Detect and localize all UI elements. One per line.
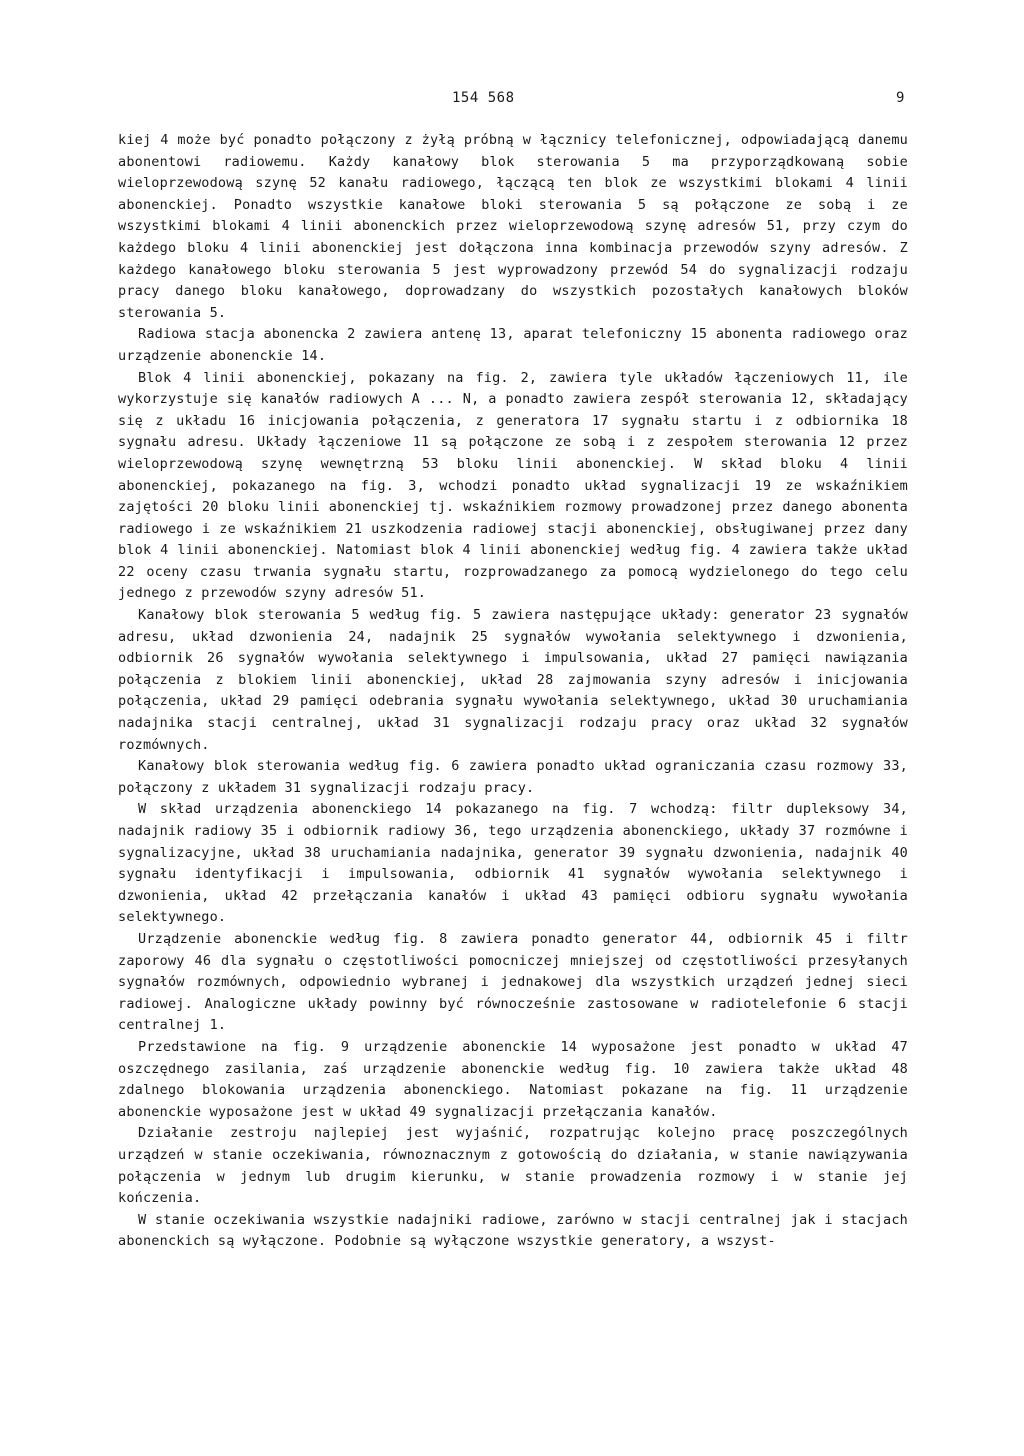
document-number: 154 568 <box>452 90 515 106</box>
body-text <box>118 130 908 1253</box>
paragraph-6: W skład urządzenia abonenckiego 14 pokazanego na fig. 7 wchodzą: filtr dupleksowy 34, nadajnik radiowy 35 i odbiornik radiowy 36, tego urządzenia abonenckiego, układy 37 rozmówne i sygnalizacyjne, układ 38 uruchamiania nadajnika, generator 39 sygnału dzwonienia, nadajnik 40 sygnału identyfikacji i impulsowania, odbiornik 41 sygnałów wywołania selektywnego i dzwonienia, układ 42 przełączania kanałów i układ 43 pamięci odbioru sygnału wywołania selektywnego. <box>118 801 908 926</box>
paragraph-7: Urządzenie abonenckie według fig. 8 zawiera ponadto generator 44, odbiornik 45 i filtr zaporowy 46 dla sygnału o częstotliwości pomocniczej mniejszej od częstotliwości przesyłanych sygnałów rozmównych, odpowiednio wybranej i jednakowej dla wszystkich urządzeń jednej sieci radiowej. Analogiczne układy powinny być równocześnie zastosowane w radiotelefonie 6 stacji centralnej 1. <box>118 930 908 1034</box>
paragraph-4: Kanałowy blok sterowania 5 według fig. 5 zawiera następujące układy: generator 23 sygnałów adresu, układ dzwonienia 24, nadajnik 25 sygnałów wywołania selektywnego i dzwonienia, odbiornik 26 sygnałów wywołania selektywnego i impulsowania, układ 27 pamięci nawiązania połączenia z blokiem linii abonenckiej, układ 28 zajmowania szyny adresów i inicjowania połączenia, układ 29 pamięci odebrania sygnału wywołania selektywnego, układ 30 uruchamiania nadajnika stacji centralnej, układ 31 sygnalizacji rodzaju pracy oraz układ 32 sygnałów rozmównych. <box>118 607 908 753</box>
paragraph-1: kiej 4 może być ponadto połączony z żyłą próbną w łącznicy telefonicznej, odpowiadającą danemu abonentowi radiowemu. Każdy kanałowy blok sterowania 5 ma przyporządkowaną sobie wieloprzewodową szynę 52 kanału radiowego, łączącą ten blok ze wszystkimi blokami 4 linii abonenckiej. Ponadto wszystkie kanałowe bloki sterowania 5 są połączone ze sobą i ze wszystkimi blokami 4 linii abonenckich przez wieloprzewodową szynę adresów 51, przy czym do każdego bloku 4 linii abonenckiej jest dołączona inna kombinacja przewodów szyny adresów. Z każdego kanałowego bloku sterowania 5 jest wyprowadzony przewód 54 do sygnalizacji rodzaju pracy danego bloku kanałowego, doprowadzany do wszystkich pozostałych kanałowych bloków sterowania 5. <box>118 132 908 321</box>
paragraph-2: Radiowa stacja abonencka 2 zawiera antenę 13, aparat telefoniczny 15 abonenta radiowego oraz urządzenie abonenckie 14. <box>118 326 908 364</box>
paragraph-9: Działanie zestroju najlepiej jest wyjaśnić, rozpatrując kolejno pracę poszczególnych urządzeń w stanie oczekiwania, równoznacznym z gotowością do działania, w stanie nawiązywania połączenia w jednym lub drugim kierunku, w stanie prowadzenia rozmowy i w stanie jej kończenia. <box>118 1125 908 1207</box>
page-number: 9 <box>896 90 905 106</box>
paragraph-10: W stanie oczekiwania wszystkie nadajniki radiowe, zarówno w stacji centralnej jak i stacjach abonenckich są wyłączone. Podobnie są wyłączone wszystkie generatory, a wszyst- <box>118 1211 908 1250</box>
paragraph-5: Kanałowy blok sterowania według fig. 6 zawiera ponadto układ ograniczania czasu rozmowy 33, połączony z układem 31 sygnalizacji rodzaju pracy. <box>118 758 908 796</box>
paragraph-8: Przedstawione na fig. 9 urządzenie abonenckie 14 wyposażone jest ponadto w układ 47 oszczędnego zasilania, zaś urządzenie abonenckie według fig. 10 zawiera także układ 48 zdalnego blokowania urządzenia abonenckiego. Natomiast pokazane na fig. 11 urządzenie abonenckie wyposażone jest w układ 49 sygnalizacji przełączania kanałów. <box>118 1038 908 1120</box>
paragraph-3: Blok 4 linii abonenckiej, pokazany na fig. 2, zawiera tyle układów łączeniowych 11, ile wykorzystuje się kanałów radiowych A ... N, a ponadto zawiera zespół sterowania 12, składający się z układu 16 inicjowania połączenia, z generatora 17 sygnału startu i z odbiornika 18 sygnału adresu. Układy łączeniowe 11 są połączone ze sobą i z zespołem sterowania 12 przez wieloprzewodową szynę wewnętrzną 53 bloku linii abonenckiej. W skład bloku 4 linii abonenckiej, pokazanego na fig. 3, wchodzi ponadto układ sygnalizacji 19 ze wskaźnikiem zajętości 20 bloku linii abonenckiej tj. wskaźnikiem rozmowy prowadzonej przez danego abonenta radiowego i ze wskaźnikiem 21 uszkodzenia radiowej stacji abonenckiej, obsługiwanej przez dany blok 4 linii abonenckiej. Natomiast blok 4 linii abonenckiej według fig. 4 zawiera także układ 22 oceny czasu trwania sygnału startu, rozprowadzanego za pomocą wydzielonego do tego celu jednego z przewodów szyny adresów 51. <box>118 369 908 602</box>
